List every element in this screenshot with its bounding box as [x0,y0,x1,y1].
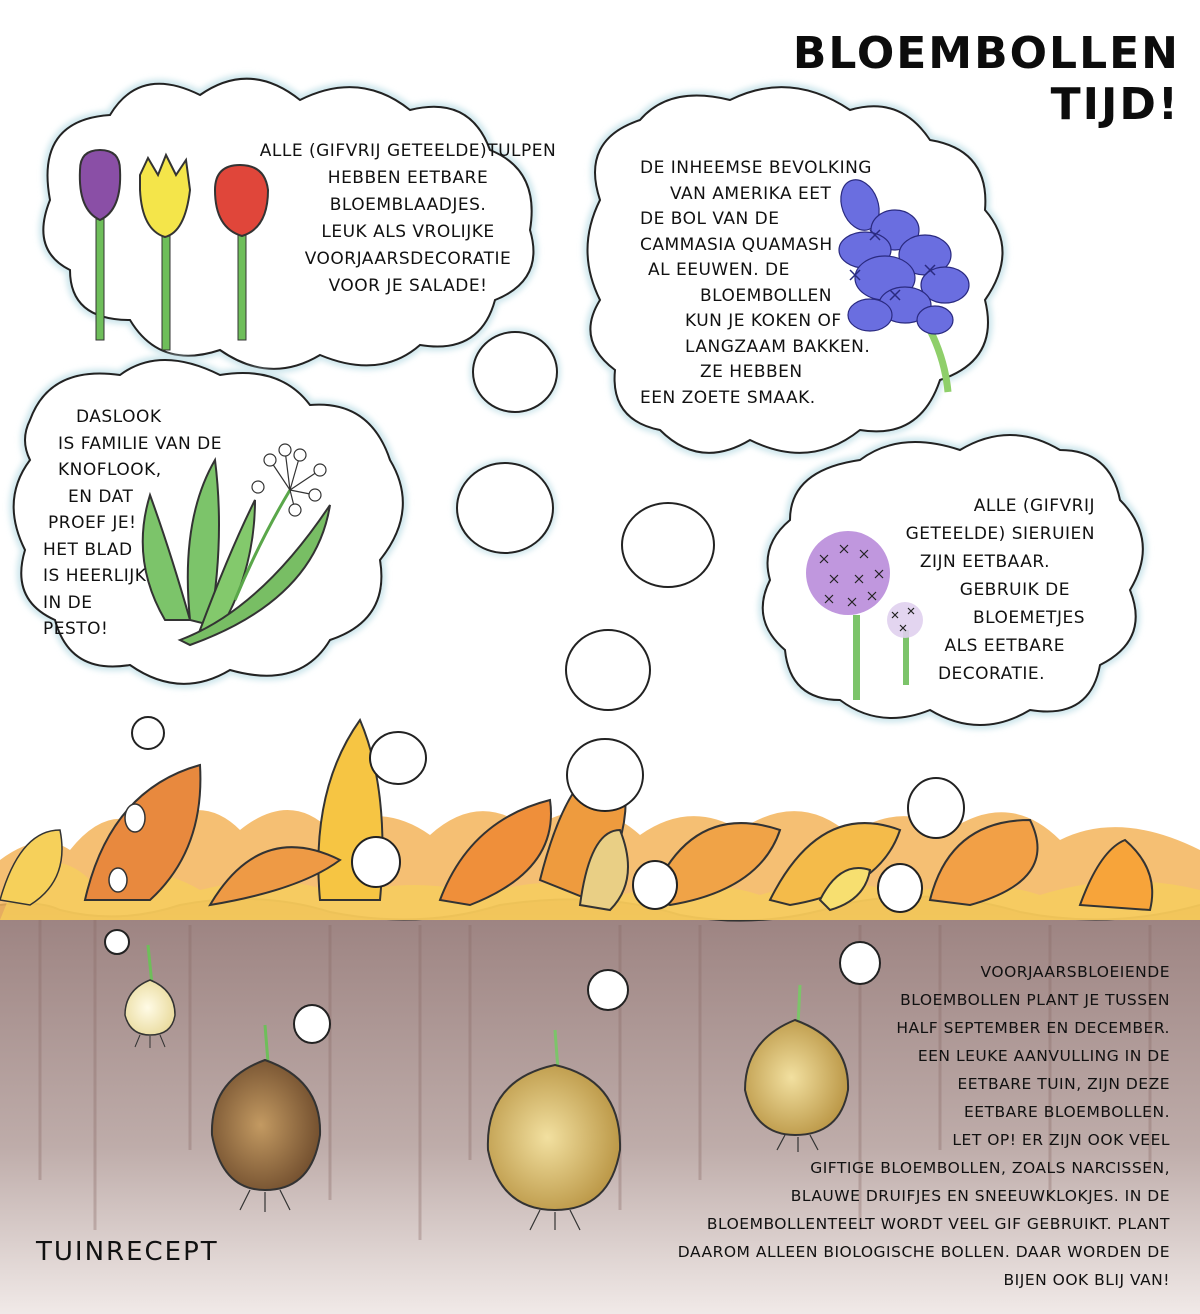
text-line: IS FAMILIE VAN DE [58,433,222,454]
text-line: IS HEERLIJK [43,566,147,586]
text-line: CAMMASIA QUAMASH [640,234,833,255]
signature: TUINRECEPT [36,1237,219,1267]
text-line: KUN JE KOKEN OF [685,311,842,331]
text-line: PESTO! [43,619,109,639]
tulips-text [258,138,558,300]
text-line: GIFTIGE BLOEMBOLLEN, ZOALS NARCISSEN, [810,1159,1170,1177]
text-line: ALLE (GIFVRIJ [973,496,1095,516]
text-line: EEN ZOETE SMAAK. [640,387,816,408]
text-line: BLOEMETJES [973,608,1085,628]
text-line: DAAROM ALLEEN BIOLOGISCHE BOLLEN. DAAR WORDEN DE [677,1243,1170,1261]
text-line: ALLE (GIFVRIJ GETEELDE)TULPEN [259,141,557,161]
text-line: BLOEMBOLLEN PLANT JE TUSSEN [900,991,1170,1009]
text-line: ALS EETBARE [944,636,1065,656]
text-line: EEN LEUKE AANVULLING IN DE [917,1047,1170,1065]
text-line: BLAUWE DRUIFJES EN SNEEUWKLOKJES. IN DE [790,1187,1170,1205]
text-line: LANGZAAM BAKKEN. [685,336,871,357]
text-line: LET OP! ER ZIJN OOK VEEL [952,1131,1170,1149]
text-line: HEBBEN EETBARE [327,168,489,188]
text-line: EETBARE BLOEMBOLLEN. [963,1103,1170,1121]
text-line: DASLOOK [76,407,162,427]
text-line: LEUK ALS VROLIJKE [321,222,495,242]
text-line: BIJEN OOK BLIJ VAN! [1003,1271,1170,1289]
text-line: BLOEMBOLLENTEELT WORDT VEEL GIF GEBRUIKT. PLANT [706,1215,1170,1233]
text-line: GEBRUIK DE [959,580,1070,600]
text-line: DE INHEEMSE BEVOLKING [640,158,872,178]
daslook-text [38,404,238,643]
text-line: DE BOL VAN DE [640,209,780,229]
text-line: PROEF JE! [48,513,137,533]
text-line: VOOR JE SALADE! [328,276,488,296]
text-line: ZE HEBBEN [700,362,803,382]
text-line: DECORATIE. [937,664,1045,684]
camassia-text [640,156,900,411]
text-line: IN DE [43,592,93,613]
text-line: KNOFLOOK, [58,460,162,480]
text-line: HET BLAD [43,539,133,560]
text-line: VAN AMERIKA EET [670,183,832,204]
text-line: VOORJAARSDECORATIE [304,249,512,269]
text-line: VOORJAARSBLOEIENDE [980,963,1170,981]
page-title: BLOEMBOLLEN TIJD! [792,28,1180,130]
text-line: AL EEUWEN. DE [648,260,790,280]
text-line: EETBARE TUIN, ZIJN DEZE [957,1075,1170,1093]
text-line: ZIJN EETBAAR. [919,552,1050,572]
planting-info-text [640,958,1170,1294]
text-line: EN DAT [68,486,134,507]
text-line: BLOEMBOLLEN [700,285,832,306]
text-line: GETEELDE) SIERUIEN [905,524,1095,544]
text-line: BLOEMBLAADJES. [329,195,487,215]
allium-text [895,492,1095,688]
text-line: HALF SEPTEMBER EN DECEMBER. [896,1019,1170,1037]
